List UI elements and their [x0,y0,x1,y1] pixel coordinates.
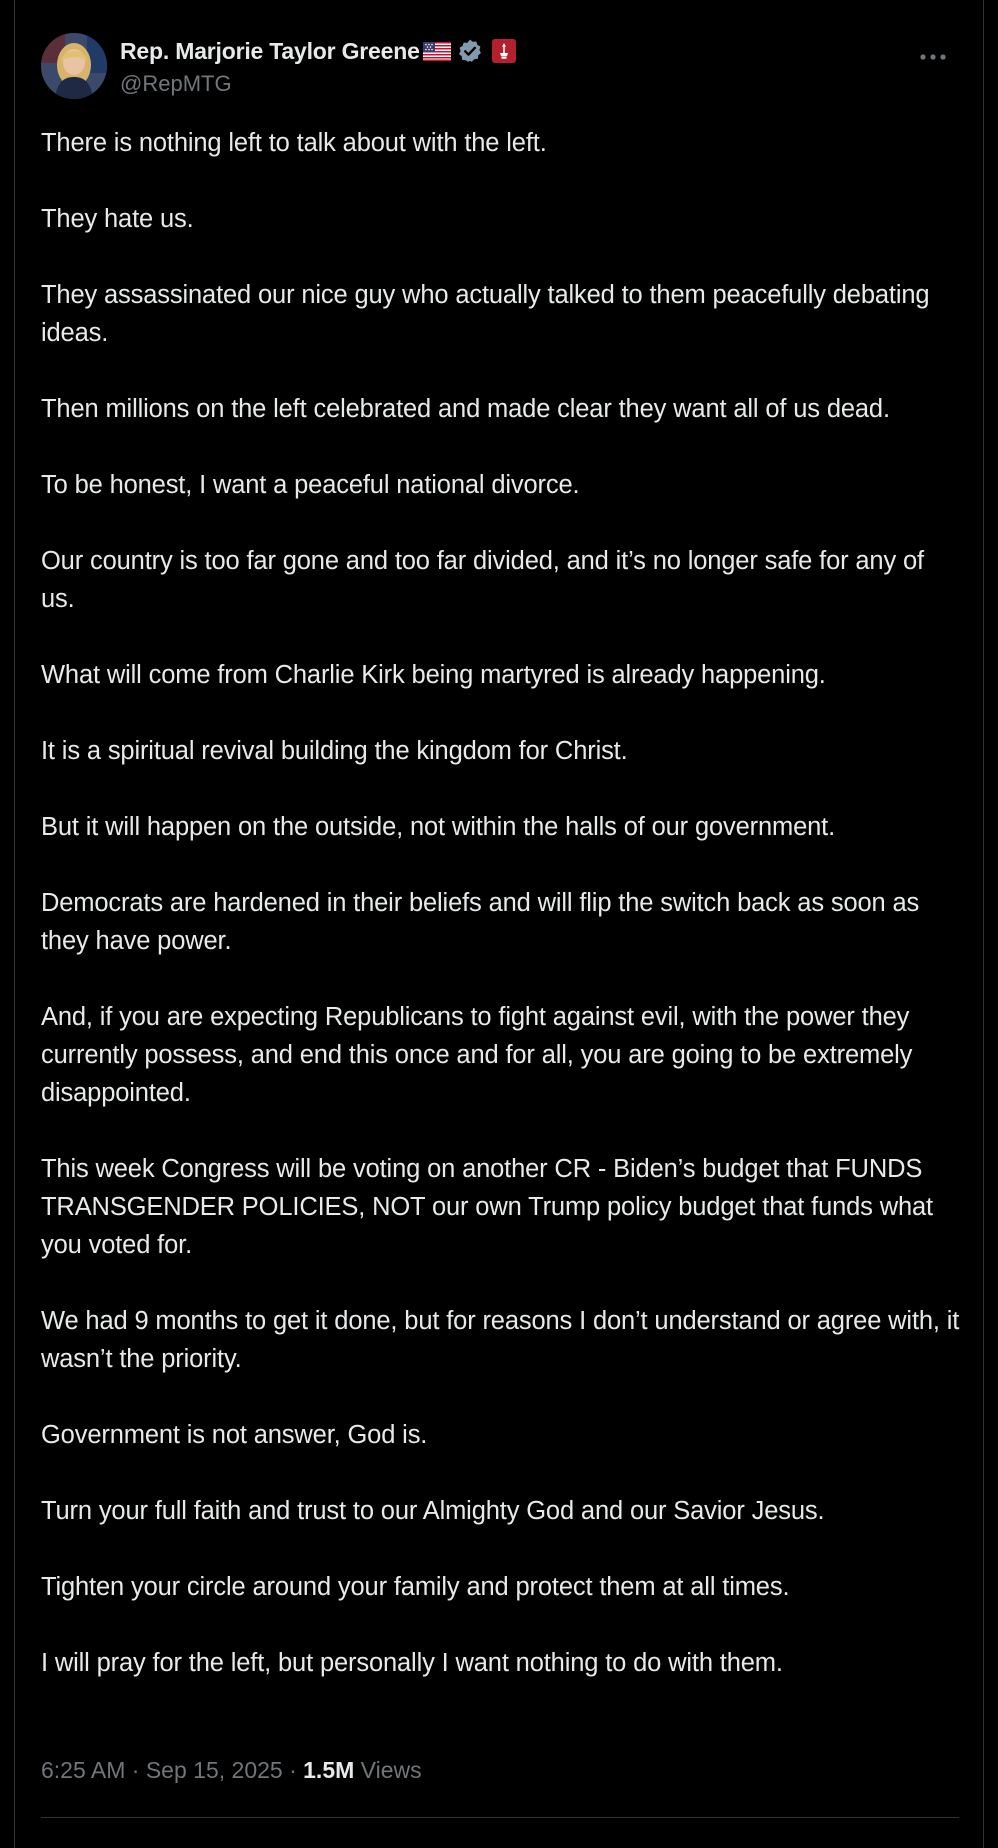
tweet-paragraph: What will come from Charlie Kirk being martyred is already happening. [41,661,826,689]
verified-badge-icon[interactable] [457,38,483,64]
tweet-paragraph: I will pray for the left, but personally I want nothing to do with them. [41,1649,783,1677]
house-seal-affiliation-icon[interactable] [491,38,517,64]
tweet-header [41,33,963,101]
tweet-text [41,124,961,1682]
meta-separator: · [289,1757,297,1783]
tweet-paragraph: We had 9 months to get it done, but for reasons I don’t understand or agree with, it wasn’t the priority. [41,1307,960,1373]
display-name[interactable]: Rep. Marjorie Taylor Greene [120,37,420,64]
tweet-paragraph: Our country is too far gone and too far divided, and it’s no longer safe for any of us. [41,547,924,613]
tweet-paragraph: And, if you are expecting Republicans to fight against evil, with the power they currently possess, and end this once and for all, you are going to be extremely disappointed. [41,1003,913,1107]
us-flag-icon [423,42,451,61]
tweet-paragraph: Government is not answer, God is. [41,1421,428,1449]
tweet-paragraph: This week Congress will be voting on another CR - Biden’s budget that FUNDS TRANSGENDER POLICIES, NOT our own Trump policy budget that funds what you voted for. [41,1155,933,1259]
tweet-paragraph: Then millions on the left celebrated and made clear they want all of us dead. [41,395,890,423]
tweet-time[interactable]: 6:25 AM [41,1757,126,1783]
author-block [120,37,517,97]
author-handle[interactable]: @RepMTG [120,71,232,96]
more-horizontal-icon [920,54,946,60]
more-options-button[interactable] [917,47,949,67]
avatar[interactable] [41,33,107,99]
tweet-paragraph: Tighten your circle around your family and protect them at all times. [41,1573,790,1601]
tweet-paragraph: But it will happen on the outside, not within the halls of our government. [41,813,836,841]
tweet-paragraph: Turn your full faith and trust to our Almighty God and our Savior Jesus. [41,1497,825,1525]
tweet-paragraph: They hate us. [41,205,194,233]
tweet-paragraph: There is nothing left to talk about with the left. [41,129,547,157]
tweet-meta [41,1757,422,1784]
meta-separator: · [131,1757,140,1783]
views-count[interactable]: 1.5M [303,1757,355,1783]
tweet-date[interactable]: Sep 15, 2025 [145,1757,283,1783]
name-row [120,37,517,65]
views-label: Views [360,1757,422,1783]
divider [41,1817,959,1818]
tweet-paragraph: Democrats are hardened in their beliefs and will flip the switch back as soon as they have power. [41,889,920,955]
tweet-paragraph: They assassinated our nice guy who actually talked to them peacefully debating ideas. [41,281,930,347]
tweet-paragraph: To be honest, I want a peaceful national divorce. [41,471,580,499]
tweet-paragraph: It is a spiritual revival building the kingdom for Christ. [41,737,628,765]
